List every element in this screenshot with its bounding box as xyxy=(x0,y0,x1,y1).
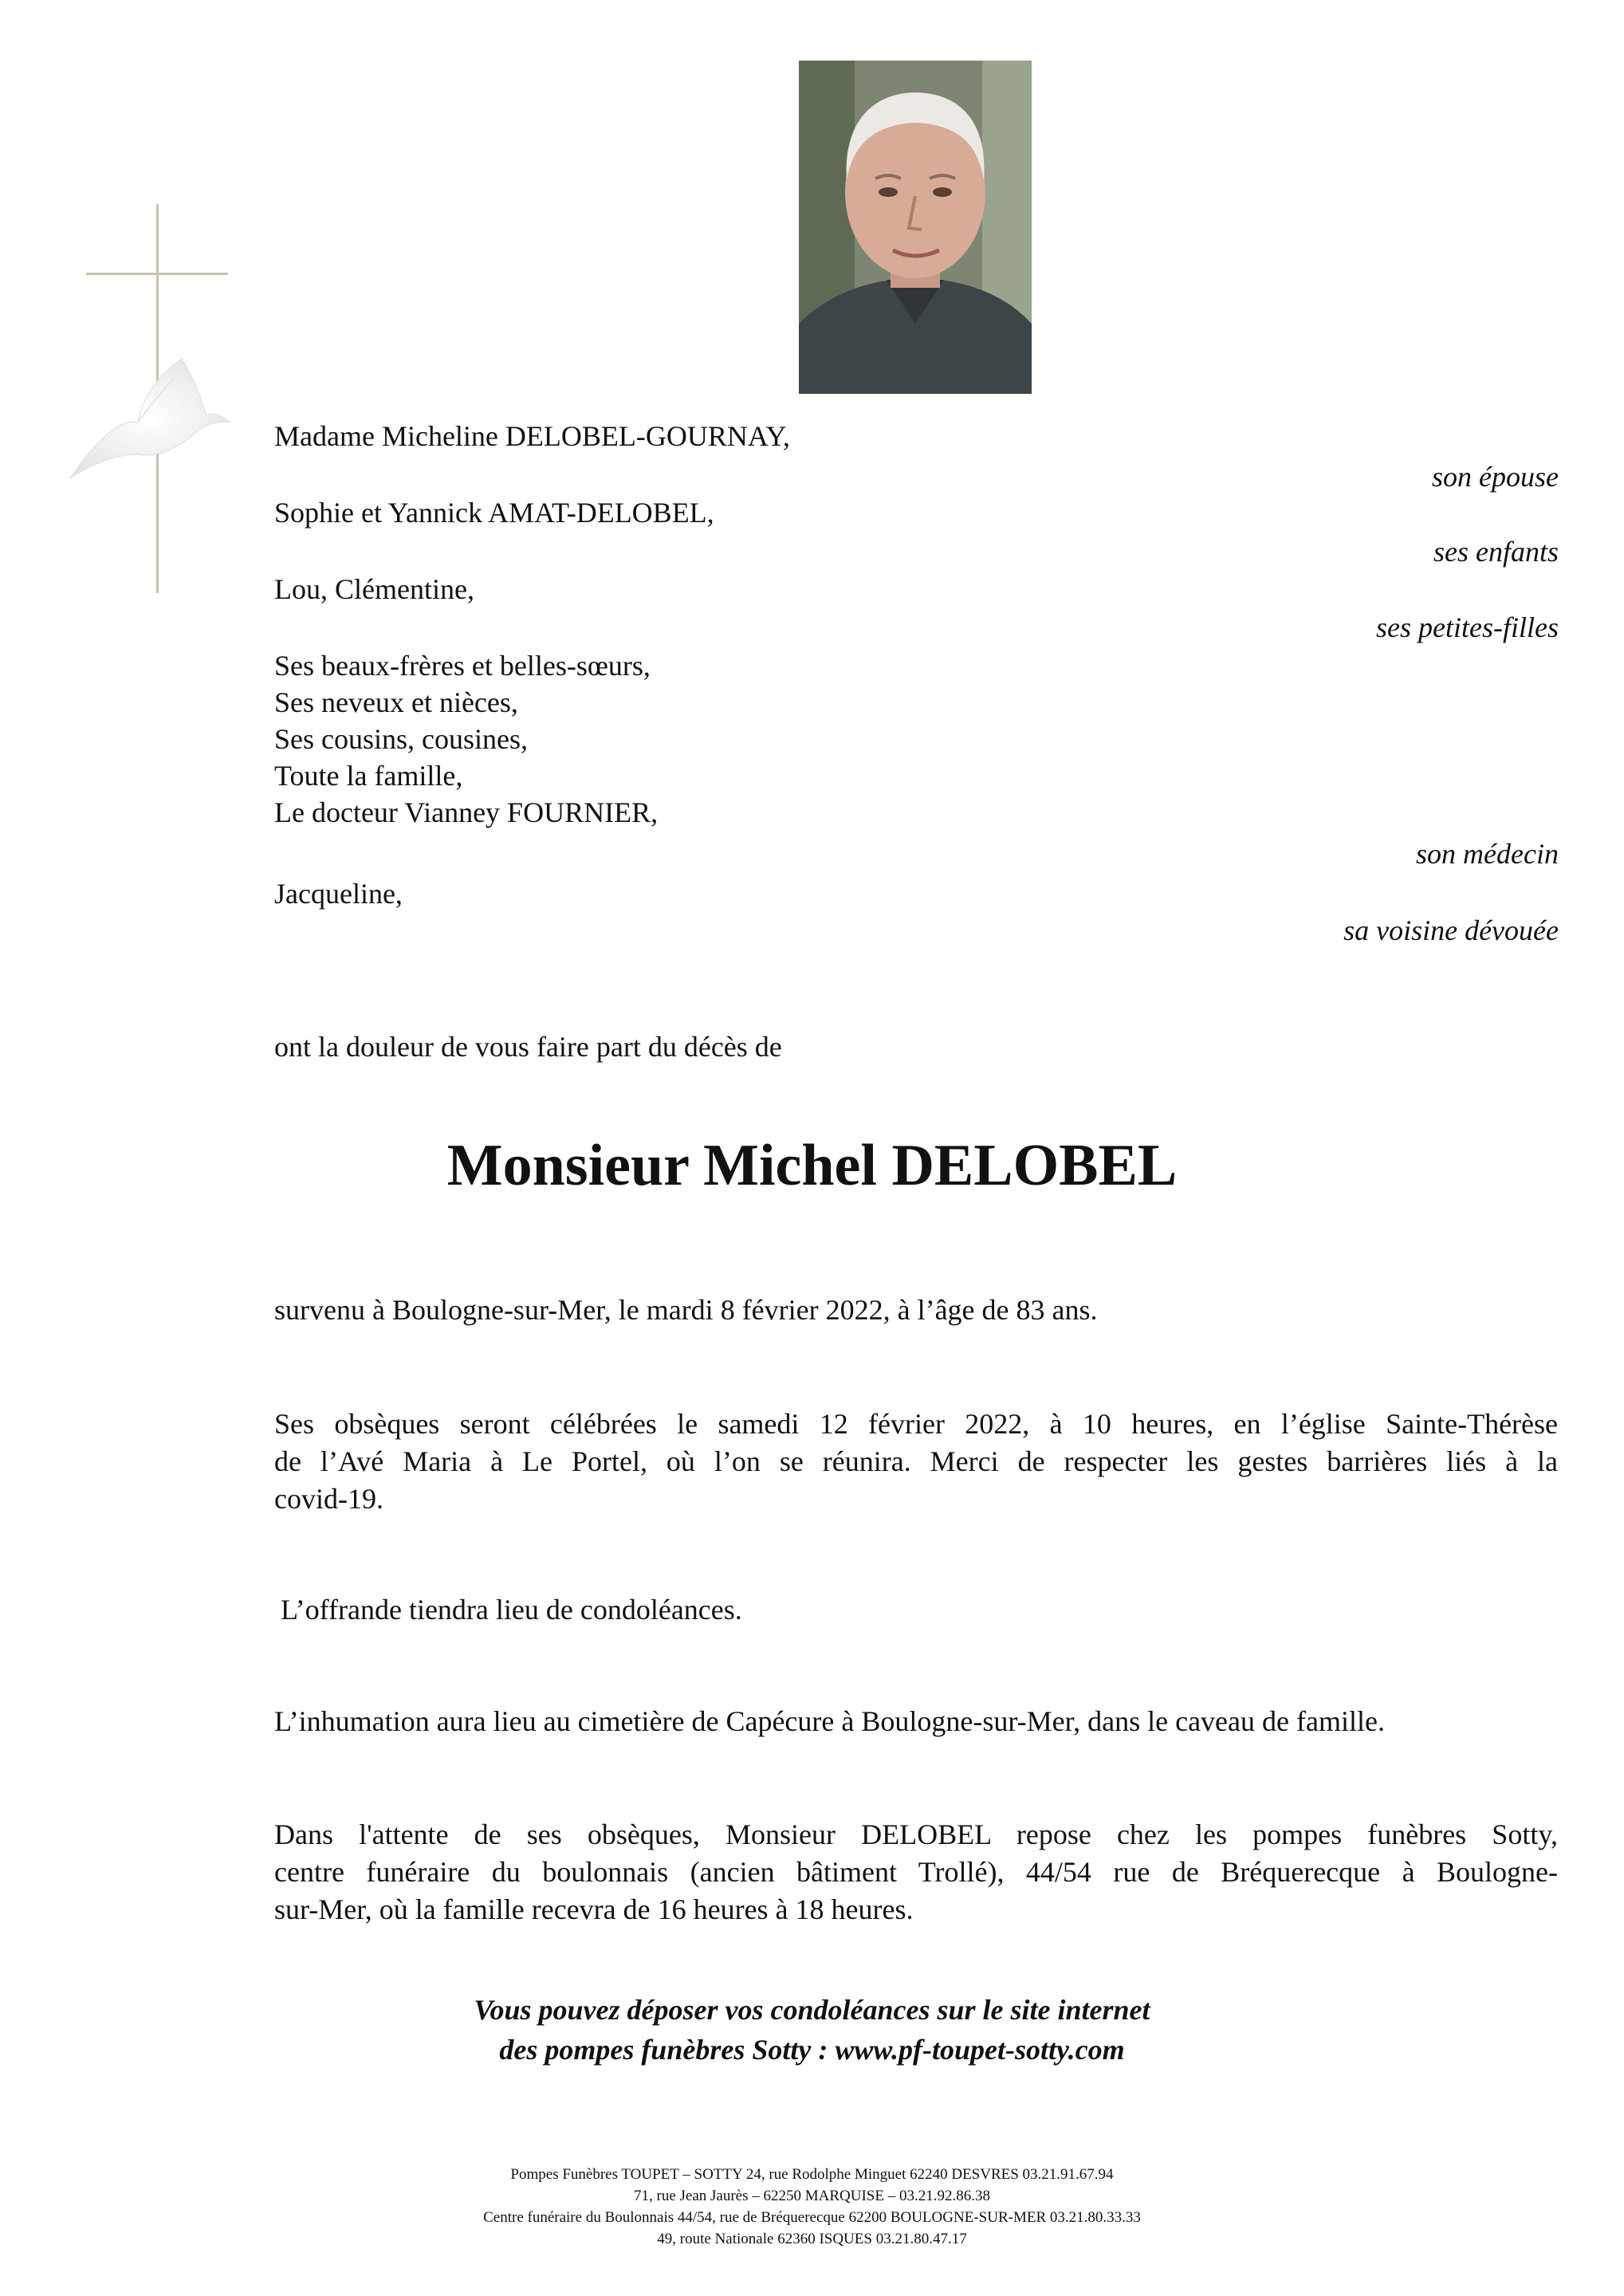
relation-spouse: son épouse xyxy=(1432,461,1559,493)
family-member-neighbor: Jacqueline, xyxy=(274,878,403,910)
condolences-line: Vous pouvez déposer vos condoléances sur le site internet xyxy=(474,1994,1150,2026)
offering-text: L’offrande tiendra lieu de condoléances. xyxy=(281,1594,742,1626)
dove-icon xyxy=(62,343,238,502)
relation-neighbor: sa voisine dévouée xyxy=(1343,914,1559,946)
family-other-2: Ses cousins, cousines, xyxy=(274,723,528,755)
footer-line: Centre funéraire du Boulonnais 44/54, rue de Bréquerecque 62200 BOULOGNE-SUR-MER 03.21.80.33.33 xyxy=(483,2209,1141,2226)
funeral-line: Ses obsèques seront célébrées le samedi 12 février 2022, à 10 heures, en l’église Sainte-Thérèse xyxy=(274,1408,1558,1440)
portrait-photo xyxy=(799,61,1032,394)
family-member-children: Sophie et Yannick AMAT-DELOBEL, xyxy=(274,497,714,529)
announcement-text: ont la douleur de vous faire part du décès de xyxy=(274,1031,782,1063)
relation-doctor: son médecin xyxy=(1416,838,1559,870)
repose-paragraph xyxy=(274,1816,1558,1928)
repose-line: Dans l'attente de ses obsèques, Monsieur DELOBEL repose chez les pompes funèbres Sotty, xyxy=(274,1818,1558,1850)
cross-icon-bar xyxy=(86,273,228,275)
family-other-1: Ses neveux et nièces, xyxy=(274,686,518,718)
condolences-website: des pompes funèbres Sotty : www.pf-toupet-sotty.com xyxy=(499,2034,1125,2066)
deceased-name: Monsieur Michel DELOBEL xyxy=(446,1133,1178,1198)
family-other-0: Ses beaux-frères et belles-sœurs, xyxy=(274,650,651,682)
relation-grandchildren: ses petites-filles xyxy=(1376,611,1559,643)
funeral-line: covid-19. xyxy=(274,1483,383,1515)
family-other-doctor: Le docteur Vianney FOURNIER, xyxy=(274,796,659,828)
footer-line: 49, route Nationale 62360 ISQUES 03.21.80.47.17 xyxy=(657,2231,967,2247)
repose-line: sur-Mer, où la famille recevra de 16 heures à 18 heures. xyxy=(274,1893,914,1925)
burial-text: L’inhumation aura lieu au cimetière de Capécure à Boulogne-sur-Mer, dans le caveau de famille. xyxy=(274,1705,1385,1737)
family-member-grandchildren: Lou, Clémentine, xyxy=(274,573,474,605)
relation-children: ses enfants xyxy=(1433,536,1559,568)
repose-line: centre funéraire du boulonnais (ancien bâtiment Trollé), 44/54 rue de Bréquerecque à Boulogne- xyxy=(274,1856,1558,1888)
footer-line: 71, rue Jean Jaurès – 62250 MARQUISE – 03.21.92.86.38 xyxy=(634,2188,990,2204)
funeral-paragraph xyxy=(274,1406,1558,1518)
footer-line: Pompes Funèbres TOUPET – SOTTY 24, rue Rodolphe Minguet 62240 DESVRES 03.21.91.67.94 xyxy=(510,2166,1114,2183)
family-other-3: Toute la famille, xyxy=(274,760,463,792)
death-info: survenu à Boulogne-sur-Mer, le mardi 8 février 2022, à l’âge de 83 ans. xyxy=(274,1294,1098,1326)
family-member-spouse: Madame Micheline DELOBEL-GOURNAY, xyxy=(274,420,790,452)
funeral-line: de l’Avé Maria à Le Portel, où l’on se réunira. Merci de respecter les gestes barrières liés à la xyxy=(274,1445,1558,1477)
